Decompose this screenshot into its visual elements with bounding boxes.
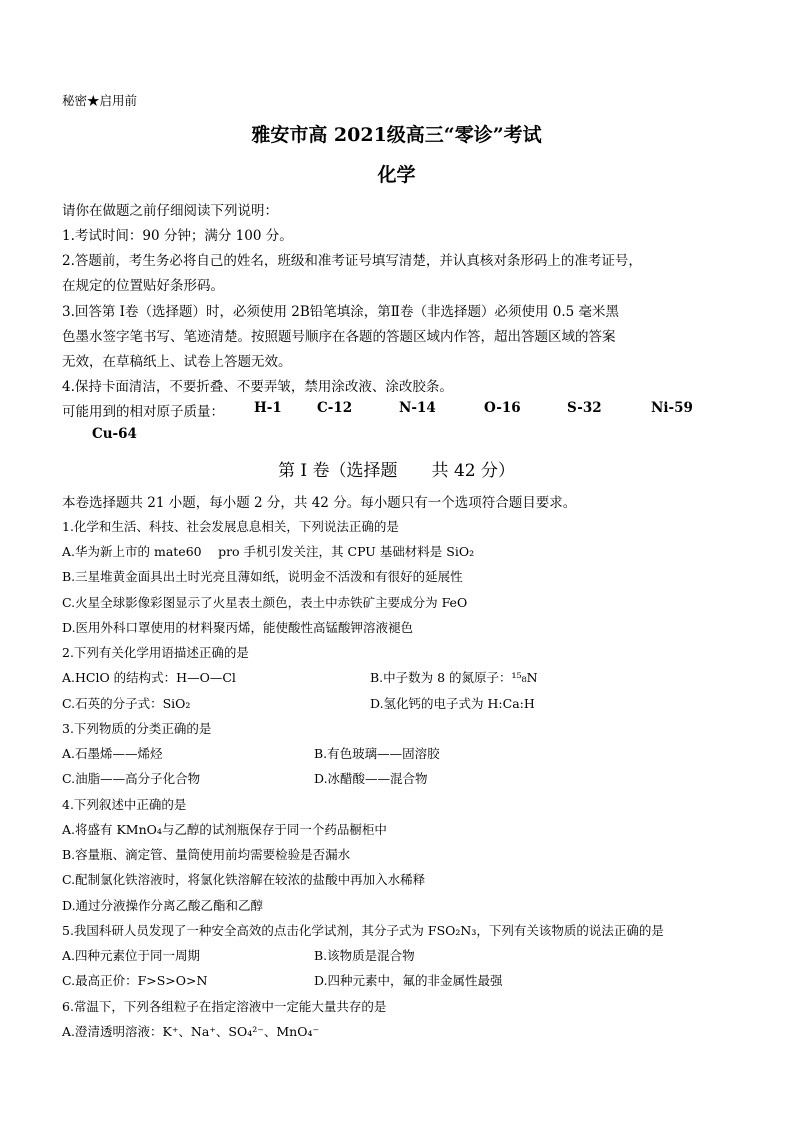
atomic-mass-label: 可能用到的相对原子质量：	[62, 404, 224, 420]
instruction-1: 1.考试时间：90 分钟；满分 100 分。	[62, 228, 293, 244]
q3-stem: 3.下列物质的分类正确的是	[62, 721, 212, 736]
q1-option-d: D.医用外科口罩使用的材料聚丙烯，能使酸性高锰酸钾溶液褪色	[62, 620, 414, 635]
section-title: 第 I 卷（选择题 共 42 分）	[278, 461, 515, 481]
mass-cu: Cu-64	[92, 426, 137, 442]
q2-option-c: C.石英的分子式：SiO₂	[62, 696, 191, 711]
q1-option-c: C.火星全球影像彩图显示了火星表土颜色，表土中赤铁矿主要成分为 FeO	[62, 595, 468, 610]
q4-option-d: D.通过分液操作分离乙酸乙酯和乙醇	[62, 898, 264, 913]
q3-option-b: B.有色玻璃——固溶胶	[314, 746, 440, 761]
q5-stem: 5.我国科研人员发现了一种安全高效的点击化学试剂，其分子式为 FSO₂N₃，下列有关该物质的说法正确的是	[62, 923, 664, 938]
mass-c: C-12	[317, 400, 353, 416]
section-description: 本卷选择题共 21 小题，每小题 2 分，共 42 分。每小题只有一个选项符合题目要求。	[62, 495, 577, 511]
instruction-3-line2: 色墨水签字笔书写、笔迹清楚。按照题号顺序在各题的答题区域内作答，超出答题区域的答案	[62, 329, 616, 345]
q4-stem: 4.下列叙述中正确的是	[62, 797, 187, 812]
mass-s: S-32	[567, 400, 602, 416]
q6-stem: 6.常温下，下列各组粒子在指定溶液中一定能大量共存的是	[62, 999, 387, 1014]
instruction-2-line2: 在规定的位置贴好条形码。	[62, 278, 224, 294]
q1-option-a: A.华为新上市的 mate60 pro 手机引发关注，其 CPU 基础材料是 SiO₂	[62, 544, 475, 559]
q5-option-d: D.四种元素中，氟的非金属性最强	[314, 973, 503, 988]
instruction-3-line3: 无效，在草稿纸上、试卷上答题无效。	[62, 354, 292, 370]
q6-option-a: A.澄清透明溶液：K⁺、Na⁺、SO₄²⁻、MnO₄⁻	[62, 1024, 320, 1039]
secret-label: 秘密★启用前	[62, 93, 138, 108]
q3-option-c: C.油脂——高分子化合物	[62, 771, 201, 786]
q1-stem: 1.化学和生活、科技、社会发展息息相关，下列说法正确的是	[62, 519, 399, 534]
q5-option-b: B.该物质是混合物	[314, 948, 415, 963]
q5-option-a: A.四种元素位于同一周期	[62, 948, 201, 963]
q5-option-c: C.最高正价：F>S>O>N	[62, 973, 208, 988]
q2-option-b: B.中子数为 8 的氮原子：¹⁵₈N	[370, 670, 538, 685]
instruction-3-line1: 3.回答第 I卷（选择题）时，必须使用 2B铅笔填涂，第Ⅱ卷（非选择题）必须使用 0.5 毫米黑	[62, 304, 620, 320]
q4-option-a: A.将盛有 KMnO₄与乙醇的试剂瓶保存于同一个药品橱柜中	[62, 822, 387, 837]
q2-option-a: A.HClO 的结构式：H—O—Cl	[62, 670, 236, 685]
q2-option-d: D.氢化钙的电子式为 H:Ca:H	[370, 696, 535, 711]
mass-h: H-1	[254, 400, 282, 416]
instruction-4: 4.保持卡面清洁，不要折叠、不要弄皱，禁用涂改液、涂改胶条。	[62, 379, 453, 395]
q3-option-d: D.冰醋酸——混合物	[314, 771, 428, 786]
q4-option-b: B.容量瓶、滴定管、量筒使用前均需要检验是否漏水	[62, 847, 351, 862]
q1-option-b: B.三星堆黄金面具出土时光亮且薄如纸，说明金不活泼和有很好的延展性	[62, 569, 463, 584]
mass-o: O-16	[484, 400, 521, 416]
instruction-2-line1: 2.答题前，考生务必将自己的姓名，班级和准考证号填写清楚，并认真核对条形码上的准考证号，	[62, 253, 642, 269]
subject-title: 化学	[377, 164, 416, 186]
q3-option-a: A.石墨烯——烯烃	[62, 746, 163, 761]
q4-option-c: C.配制氯化铁溶液时，将氯化铁溶解在较浓的盐酸中再加入水稀释	[62, 872, 426, 887]
mass-n: N-14	[399, 400, 436, 416]
exam-title: 雅安市高 2021级高三“零诊”考试	[251, 124, 542, 146]
q2-stem: 2.下列有关化学用语描述正确的是	[62, 645, 249, 660]
instructions-intro: 请你在做题之前仔细阅读下列说明：	[62, 203, 278, 219]
mass-ni: Ni-59	[651, 400, 693, 416]
